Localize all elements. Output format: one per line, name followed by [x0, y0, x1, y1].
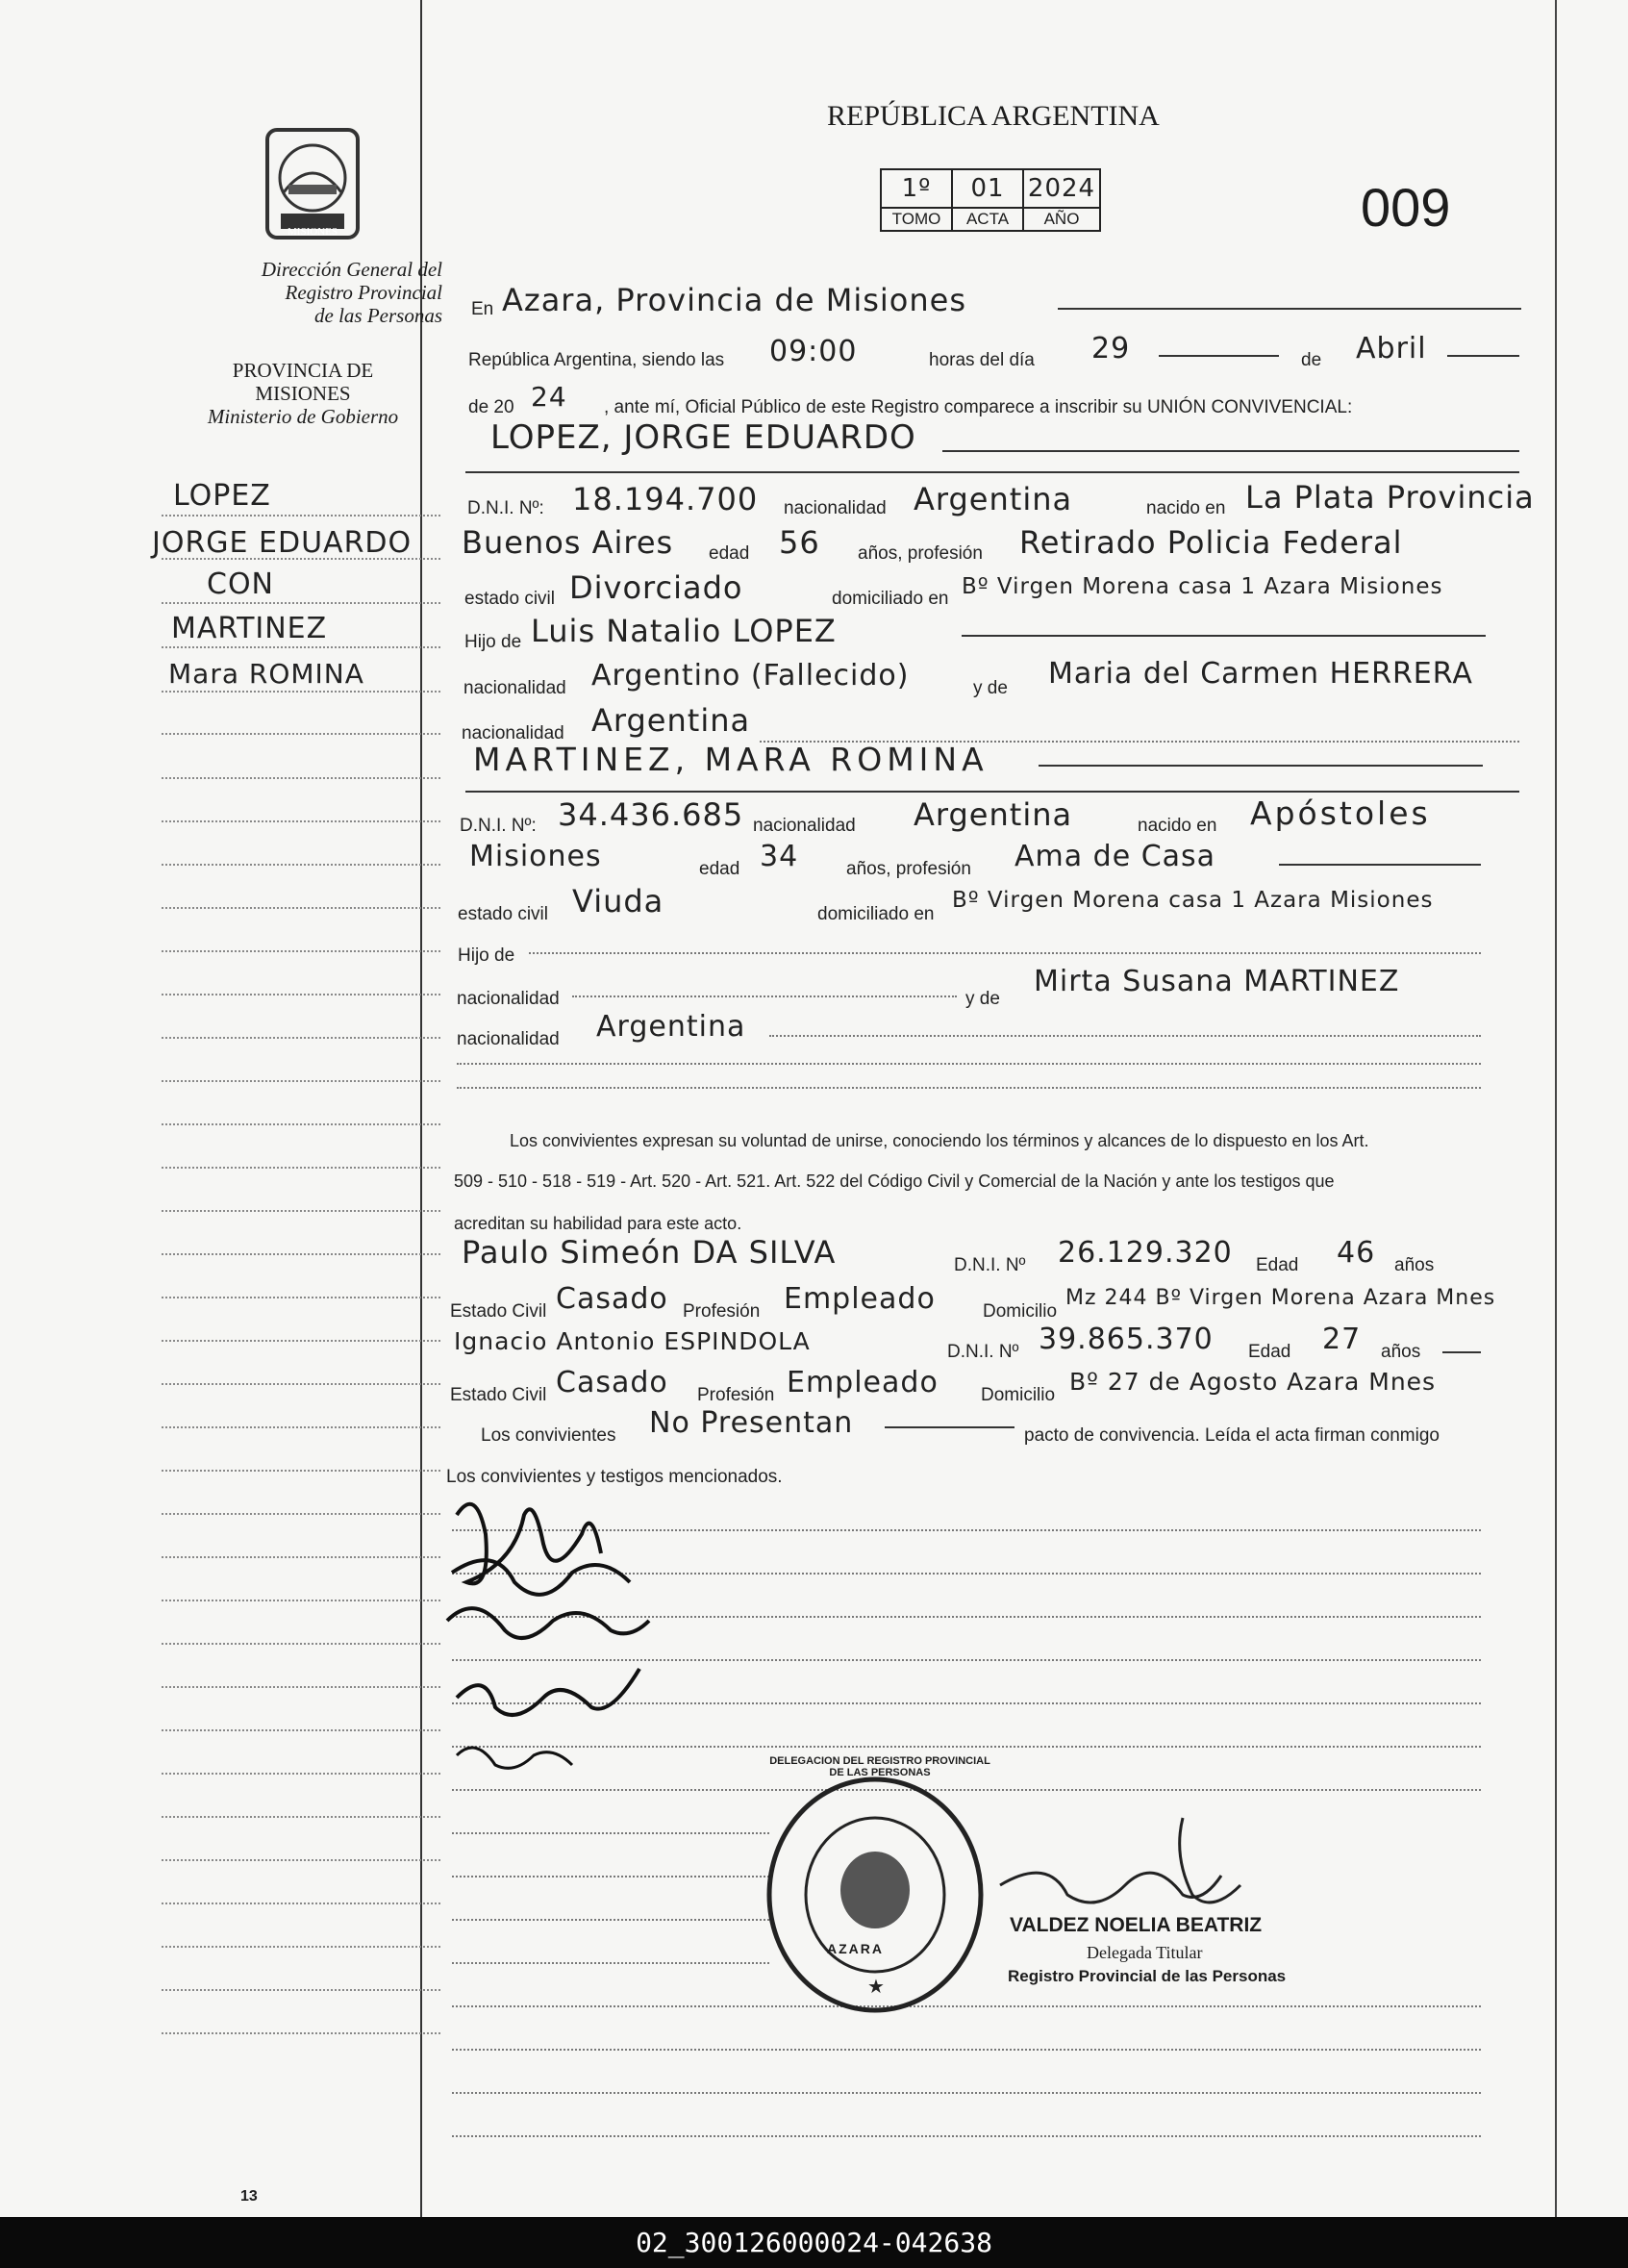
province-line-2: MISIONES — [255, 382, 351, 405]
pacto-line-2: Los convivientes y testigos mencionados. — [446, 1467, 783, 1487]
person1-hijo-label: Hijo de — [464, 632, 522, 652]
month-value: Abril — [1356, 332, 1427, 365]
document-title: REPÚBLICA ARGENTINA — [827, 100, 1160, 132]
official-name: VALDEZ NOELIA BEATRIZ — [1010, 1914, 1263, 1936]
left-rule — [162, 1513, 440, 1515]
left-rule — [162, 1383, 440, 1385]
page-number: 13 — [240, 2188, 258, 2205]
person2-nac-label: nacionalidad — [753, 816, 856, 836]
margin-name-4: MARTINEZ — [171, 612, 328, 645]
pacto-label: Los convivientes — [481, 1425, 616, 1446]
left-rule — [162, 1946, 440, 1948]
compare-text: , ante mí, Oficial Público de este Registro comparece a inscribir su UNIÓN CONVIVENCIAL: — [604, 397, 1353, 417]
province-line-1: PROVINCIA DE — [232, 359, 374, 382]
person1-madre-nac: Argentina — [591, 702, 751, 739]
witness1-estado: Casado — [556, 1282, 668, 1316]
official-signature-icon — [990, 1799, 1260, 1933]
fill-line — [572, 995, 957, 997]
person1-name: LOPEZ, JORGE EDUARDO — [490, 418, 916, 457]
left-rule — [162, 950, 440, 952]
fill-line — [1058, 308, 1521, 310]
witness1-anos-label: años — [1394, 1255, 1435, 1275]
person1-padre-nac-label: nacionalidad — [463, 678, 566, 698]
left-rule — [162, 1297, 440, 1298]
person2-madre-nac-label: nacionalidad — [457, 1029, 560, 1049]
ministry: Ministerio de Gobierno — [207, 405, 399, 428]
left-rule — [162, 646, 440, 648]
witness2-anos-label: años — [1381, 1342, 1421, 1362]
tomo-value: 1º — [881, 169, 952, 208]
left-rule — [162, 777, 440, 779]
fill-line — [962, 635, 1486, 637]
person2-estado-label: estado civil — [458, 904, 548, 924]
person1-domicilio-label: domiciliado en — [832, 589, 949, 609]
hour-value: 09:00 — [769, 335, 858, 368]
margin-name-2: JORGE EDUARDO — [152, 526, 413, 560]
seal-bottom-text: AZARA — [827, 1941, 884, 1956]
witness2-estado-label: Estado Civil — [450, 1385, 547, 1405]
logo-label: MISIONES — [288, 226, 338, 238]
dept-line-1: Dirección General del — [261, 258, 442, 281]
person2-madre-nac: Argentina — [596, 1010, 746, 1044]
person2-edad: 34 — [760, 840, 799, 873]
en-label: En — [471, 299, 494, 319]
official-org: Registro Provincial de las Personas — [1008, 1967, 1287, 1985]
person2-domicilio: Bº Virgen Morena casa 1 Azara Misiones — [952, 888, 1434, 913]
fill-line — [1159, 355, 1279, 357]
person1-dni-label: D.N.I. Nº: — [467, 498, 544, 518]
witness2-domicilio: Bº 27 de Agosto Azara Mnes — [1069, 1368, 1437, 1396]
person2-nacido-en-2: Misiones — [469, 840, 602, 873]
left-rule — [162, 994, 440, 995]
left-rule — [162, 1340, 440, 1342]
witness2-profesion: Empleado — [787, 1366, 939, 1399]
person1-madre: Maria del Carmen HERRERA — [1048, 657, 1473, 691]
fill-line — [769, 1035, 1481, 1037]
signature-line — [452, 2135, 1481, 2137]
dept-line-2: Registro Provincial — [285, 281, 442, 304]
signature-line — [452, 1919, 769, 1921]
witness1-name: Paulo Simeón DA SILVA — [462, 1234, 837, 1271]
left-rule — [162, 1123, 440, 1125]
person2-nacido-en-1: Apóstoles — [1250, 794, 1431, 832]
person2-hijo-label: Hijo de — [458, 945, 515, 966]
acta-number: 009 — [1361, 177, 1451, 238]
witness2-edad-label: Edad — [1248, 1342, 1291, 1362]
svg-text:★: ★ — [867, 1975, 885, 1998]
convivientes-signatures-icon — [438, 1476, 668, 1803]
signature-line — [452, 1876, 769, 1877]
left-rule — [162, 1253, 440, 1255]
person2-madre: Mirta Susana MARTINEZ — [1034, 965, 1400, 998]
witness1-dni-label: D.N.I. Nº — [954, 1255, 1026, 1275]
left-rule — [162, 515, 440, 517]
person2-name: MARTINEZ, MARA ROMINA — [473, 741, 989, 778]
witness2-dni: 39.865.370 — [1039, 1323, 1214, 1356]
left-rule — [162, 602, 440, 604]
legal-line-1: Los convivientes expresan su voluntad de unirse, conociendo los términos y alcances de lo dispuesto en los Art. — [510, 1131, 1369, 1150]
left-rule — [162, 1643, 440, 1645]
dept-line-3: de las Personas — [314, 304, 442, 327]
province-name — [183, 359, 423, 428]
left-rule — [162, 1426, 440, 1428]
acta-label: ACTA — [952, 208, 1023, 231]
margin-name-5: Mara ROMINA — [168, 658, 364, 690]
witness1-profesion: Empleado — [784, 1282, 936, 1316]
person1-nacido-en-2: Buenos Aires — [462, 524, 674, 561]
person2-padre-nac-label: nacionalidad — [457, 989, 560, 1009]
pacto-value: No Presentan — [649, 1406, 854, 1440]
witness2-domicilio-label: Domicilio — [981, 1385, 1056, 1405]
witness2-estado: Casado — [556, 1366, 668, 1399]
witness1-edad-label: Edad — [1256, 1255, 1299, 1275]
person1-estado: Divorciado — [569, 569, 743, 606]
person2-nacionalidad: Argentina — [914, 796, 1073, 833]
person1-yde-label: y de — [973, 678, 1008, 698]
left-rule — [162, 691, 440, 693]
person1-nacido-label: nacido en — [1146, 498, 1226, 518]
left-rule — [162, 1470, 440, 1472]
person1-dni: 18.194.700 — [572, 481, 759, 517]
person2-domicilio-label: domiciliado en — [817, 904, 935, 924]
right-margin-line — [1555, 0, 1557, 2217]
fill-line — [1279, 864, 1481, 866]
signature-line — [452, 2092, 1481, 2094]
seal-ring-text: DELEGACION DEL REGISTRO PROVINCIAL DE LAS PERSONAS — [769, 1755, 990, 1778]
pacto-suffix: pacto de convivencia. Leída el acta firman conmigo — [1024, 1425, 1440, 1446]
fill-line — [529, 952, 1481, 954]
left-rule — [162, 1816, 440, 1818]
legal-line-2: 509 - 510 - 518 - 519 - Art. 520 - Art. 521. Art. 522 del Código Civil y Comercial de la Nación y ante los testigos que — [454, 1172, 1335, 1191]
horas-label: horas del día — [929, 350, 1035, 370]
witness2-profesion-label: Profesión — [697, 1385, 775, 1405]
witness1-dni: 26.129.320 — [1058, 1236, 1233, 1270]
person1-edad-label: edad — [709, 543, 750, 564]
fill-line — [457, 1087, 1481, 1089]
witness1-estado-label: Estado Civil — [450, 1301, 547, 1322]
signature-line — [452, 1832, 769, 1834]
person1-padre: Luis Natalio LOPEZ — [531, 613, 837, 649]
fill-line — [942, 450, 1519, 452]
left-rule — [162, 1989, 440, 1991]
legal-line-3: acreditan su habilidad para este acto. — [454, 1214, 742, 1233]
witness1-domicilio-label: Domicilio — [983, 1301, 1058, 1322]
day-value: 29 — [1091, 332, 1131, 365]
left-rule — [162, 1686, 440, 1688]
witness2-edad: 27 — [1322, 1323, 1362, 1356]
margin-line — [420, 0, 422, 2217]
signature-line — [452, 2049, 1481, 2051]
republica-label: República Argentina, siendo las — [468, 350, 725, 370]
left-rule — [162, 1210, 440, 1212]
person1-padre-nac: Argentino (Fallecido) — [591, 659, 910, 693]
de-label: de — [1301, 350, 1322, 370]
person1-nac-label: nacionalidad — [784, 498, 887, 518]
acta-value: 01 — [952, 169, 1023, 208]
left-rule — [162, 1037, 440, 1039]
person1-nacido-en-1: La Plata Provincia — [1245, 479, 1535, 516]
fill-line — [885, 1426, 1014, 1428]
year-prefix: de 20 — [468, 397, 514, 417]
person1-madre-nac-label: nacionalidad — [462, 723, 564, 743]
witness1-profesion-label: Profesión — [683, 1301, 761, 1322]
left-rule — [162, 864, 440, 866]
signature-line — [452, 1962, 769, 1964]
left-rule — [162, 1859, 440, 1861]
official-title: Delegada Titular — [1087, 1943, 1203, 1962]
tomo-acta-anio-box — [880, 168, 1101, 232]
witness2-dni-label: D.N.I. Nº — [947, 1342, 1019, 1362]
witness1-domicilio: Mz 244 Bº Virgen Morena Azara Mnes — [1065, 1286, 1496, 1310]
left-rule — [162, 1903, 440, 1904]
person1-domicilio: Bº Virgen Morena casa 1 Azara Misiones — [962, 574, 1443, 599]
fill-line — [1442, 1351, 1481, 1353]
fill-line — [1447, 355, 1519, 357]
person2-anos-label: años, profesión — [846, 859, 971, 879]
registry-seal-icon — [760, 1770, 990, 2020]
year-suffix: 24 — [531, 381, 567, 413]
left-rule — [162, 907, 440, 909]
person2-dni: 34.436.685 — [558, 796, 744, 833]
fill-line — [465, 791, 1519, 793]
place-value: Azara, Provincia de Misiones — [502, 282, 966, 318]
person2-nacido-label: nacido en — [1138, 816, 1217, 836]
left-rule — [162, 1773, 440, 1775]
left-rule — [162, 1556, 440, 1558]
anio-value: 2024 — [1023, 169, 1100, 208]
person2-yde-label: y de — [965, 989, 1000, 1009]
person2-dni-label: D.N.I. Nº: — [460, 816, 537, 836]
tomo-label: TOMO — [881, 208, 952, 231]
person1-nacionalidad: Argentina — [914, 481, 1073, 517]
fill-line — [457, 1063, 1481, 1065]
witness2-name: Ignacio Antonio ESPINDOLA — [454, 1327, 811, 1355]
left-rule — [162, 1080, 440, 1082]
person2-edad-label: edad — [699, 859, 740, 879]
person1-profesion: Retirado Policia Federal — [1019, 524, 1403, 561]
document-code-bar: 02_300126000024-042638 — [0, 2217, 1628, 2268]
anio-label: AÑO — [1023, 208, 1100, 231]
fill-line — [465, 471, 1519, 473]
margin-name-1: LOPEZ — [173, 479, 271, 513]
left-rule — [162, 820, 440, 822]
person1-estado-label: estado civil — [464, 589, 555, 609]
left-rule — [162, 733, 440, 735]
person1-edad: 56 — [779, 524, 820, 561]
margin-name-3: CON — [207, 567, 275, 601]
left-rule — [162, 1729, 440, 1731]
left-rule — [162, 1167, 440, 1169]
person2-estado: Viuda — [572, 883, 664, 920]
left-rule — [162, 558, 440, 560]
witness1-edad: 46 — [1337, 1236, 1376, 1270]
left-rule — [162, 2032, 440, 2034]
department-name — [183, 258, 442, 327]
fill-line — [1039, 765, 1483, 767]
left-rule — [162, 1600, 440, 1601]
person2-profesion: Ama de Casa — [1014, 840, 1216, 873]
person1-anos-label: años, profesión — [858, 543, 983, 564]
